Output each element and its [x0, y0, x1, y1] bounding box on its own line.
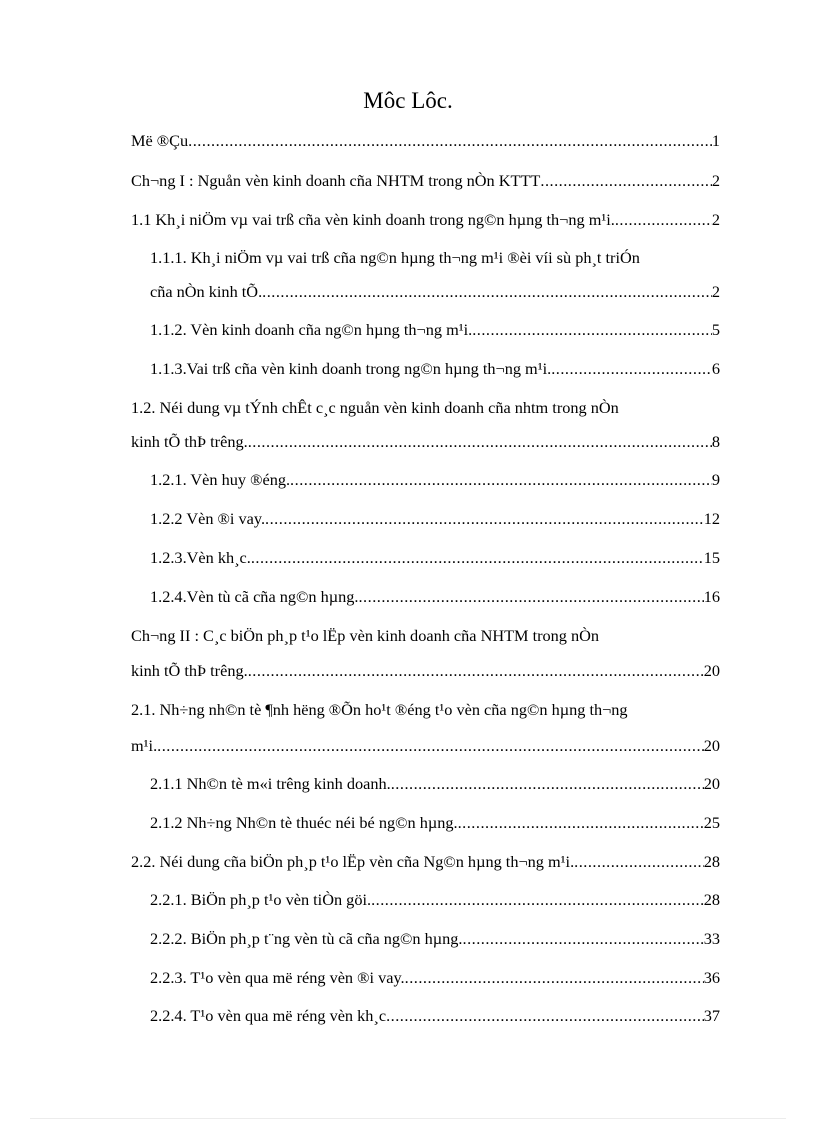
toc-entry-label: 1.1.3.Vai trß cña vèn kinh doanh trong ng©n hµng th¬ng m¹i.	[150, 359, 552, 378]
toc-entry-chapter-2-line1[interactable]	[131, 626, 720, 646]
toc-page-number: 15	[703, 548, 720, 567]
toc-entry-label: Ch¬ng II : C¸c biÖn ph¸p t¹o lËp vèn kinh doanh cña NHTM trong nÒn	[131, 626, 600, 645]
toc-page-number: 1	[711, 131, 720, 150]
dot-leader	[157, 736, 704, 756]
dot-leader	[358, 587, 703, 607]
toc-page-number: 20	[703, 774, 720, 793]
dot-leader	[248, 661, 704, 681]
dot-leader	[405, 968, 704, 988]
toc-page-number: 9	[711, 470, 720, 489]
toc-entry-2-1-2[interactable]	[150, 813, 720, 833]
toc-entry-label: 2.2. Néi dung cña biÖn ph¸p t¹o lËp vèn cña Ng©n hµng th¬ng m¹i.	[131, 852, 575, 871]
toc-page-number: 6	[711, 359, 720, 378]
toc-page-number: 2	[711, 210, 720, 229]
toc-entry-chapter-2-line2[interactable]	[131, 661, 720, 681]
toc-entry-2-1-1[interactable]	[150, 774, 720, 794]
toc-entry-1-1-1-line1[interactable]	[150, 248, 720, 268]
toc-page-number: 8	[711, 432, 720, 451]
toc-entry-label: kinh tÕ thÞ trêng.	[131, 432, 248, 451]
toc-entry-1-2-line2[interactable]	[131, 432, 720, 452]
toc-entry-label: 2.2.3. T¹o vèn qua më réng vèn ®i vay.	[150, 968, 405, 987]
toc-page-number: 36	[703, 968, 720, 987]
toc-entry-2-2-4[interactable]	[150, 1006, 720, 1026]
toc-entry-label: kinh tÕ thÞ trêng.	[131, 661, 248, 680]
dot-leader	[472, 320, 712, 340]
toc-page-number: 12	[703, 509, 720, 528]
toc-page-number: 28	[703, 852, 720, 871]
toc-entry-label: 1.2. Néi dung vµ tÝnh chÊt c¸c nguån vèn kinh doanh cña nhtm trong nÒn	[131, 398, 619, 417]
toc-entry-2-2-2[interactable]	[150, 929, 720, 949]
toc-entry-chapter-1[interactable]	[131, 171, 720, 191]
toc-entry-label: 2.2.2. BiÖn ph¸p t¨ng vèn tù cã cña ng©n hµng.	[150, 929, 463, 948]
toc-entry-1-1-3[interactable]	[150, 359, 720, 379]
toc-entry-2-2-3[interactable]	[150, 968, 720, 988]
toc-entry-2-1-line2[interactable]	[131, 736, 720, 756]
toc-entry-1-1-1-line2[interactable]	[150, 282, 720, 302]
toc-entry-1-2-2[interactable]	[150, 509, 720, 529]
dot-leader	[371, 890, 704, 910]
dot-leader	[391, 774, 704, 794]
toc-entry-label: Ch¬ng I : Nguån vèn kinh doanh cña NHTM trong nÒn KTTT	[131, 171, 541, 190]
dot-leader	[574, 852, 704, 872]
toc-entry-label: 1.1.1. Kh¸i niÖm vµ vai trß cña ng©n hµng th¬ng m¹i ®èi víi sù ph¸t triÓn	[150, 248, 640, 267]
toc-entry-label: Më ®Çu	[131, 131, 189, 150]
toc-page-number: 2	[711, 171, 720, 190]
dot-leader	[265, 509, 704, 529]
toc-entry-label: 2.1. Nh÷ng nh©n tè ¶nh hëng ®Õn ho¹t ®éng t¹o vèn cña ng©n hµng th¬ng	[131, 700, 628, 719]
toc-title: Môc Lôc.	[363, 88, 453, 113]
toc-entry-label: 2.2.4. T¹o vèn qua më réng vèn kh¸c	[150, 1006, 387, 1025]
toc-entry-1-2-line1[interactable]	[131, 398, 720, 418]
toc-entry-2-2[interactable]	[131, 852, 720, 872]
toc-entry-1-2-3[interactable]	[150, 548, 720, 568]
toc-page-number: 16	[703, 587, 720, 606]
toc-entry-label: cña nÒn kinh tÕ.	[150, 282, 263, 301]
dot-leader	[551, 359, 712, 379]
toc-page-number: 25	[703, 813, 720, 832]
toc-entry-1-1-2[interactable]	[150, 320, 720, 340]
toc-page-number: 2	[711, 282, 720, 301]
toc-entry-label: m¹i.	[131, 736, 158, 755]
toc-entry-intro[interactable]	[131, 131, 720, 151]
dot-leader	[540, 171, 711, 191]
dot-leader	[386, 1006, 704, 1026]
dot-leader	[188, 131, 712, 151]
toc-entry-label: 1.2.4.Vèn tù cã cña ng©n hµng.	[150, 587, 359, 606]
toc-page-number: 28	[703, 890, 720, 909]
dot-leader	[248, 432, 712, 452]
toc-entry-2-2-1[interactable]	[150, 890, 720, 910]
toc-entry-label: 1.1 Kh¸i niÖm vµ vai trß cña vèn kinh doanh trong ng©n hµng th¬ng m¹i.	[131, 210, 615, 229]
toc-entry-label: 2.2.1. BiÖn ph¸p t¹o vèn tiÒn göi.	[150, 890, 372, 909]
toc-page-number: 5	[711, 320, 720, 339]
dot-leader	[251, 548, 704, 568]
toc-entry-label: 1.2.3.Vèn kh¸c.	[150, 548, 251, 567]
dot-leader	[463, 929, 704, 949]
toc-entry-label: 1.2.1. Vèn huy ®éng.	[150, 470, 291, 489]
dot-leader	[262, 282, 712, 302]
dot-leader	[458, 813, 704, 833]
toc-entry-label: 2.1.1 Nh©n tè m«i trêng kinh doanh.	[150, 774, 391, 793]
toc-page-number: 33	[703, 929, 720, 948]
toc-page-number: 20	[703, 661, 720, 680]
toc-entry-1-1[interactable]	[131, 210, 720, 230]
toc-entry-1-2-1[interactable]	[150, 470, 720, 490]
toc-entry-2-1-line1[interactable]	[131, 700, 720, 720]
toc-page-number: 37	[703, 1006, 720, 1025]
toc-entry-label: 1.2.2 Vèn ®i vay.	[150, 509, 266, 528]
toc-entry-label: 1.1.2. Vèn kinh doanh cña ng©n hµng th¬ng m¹i.	[150, 320, 473, 339]
toc-entry-label: 2.1.2 Nh÷ng Nh©n tè thuéc néi bé ng©n hµng.	[150, 813, 458, 832]
dot-leader	[290, 470, 712, 490]
dot-leader	[615, 210, 712, 230]
toc-page-number: 20	[703, 736, 720, 755]
page-bottom-rule	[30, 1118, 786, 1119]
toc-entry-1-2-4[interactable]	[150, 587, 720, 607]
